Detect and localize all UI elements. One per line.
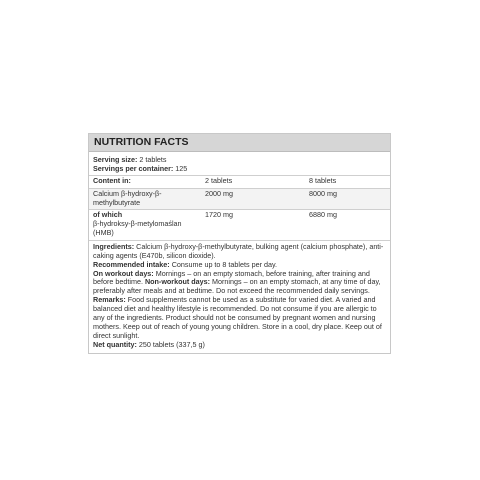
header-content-in: Content in: [89,176,201,188]
net-quantity-text: 250 tablets (337,5 g) [138,339,205,349]
header-2-tablets: 2 tablets [201,176,305,188]
serving-size-label: Serving size: [93,155,138,164]
remarks-label: Remarks: [93,295,126,305]
nutrition-table [89,176,390,241]
workout-days-label: On workout days: [93,268,154,278]
serving-info [89,152,390,176]
panel-title: NUTRITION FACTS [89,134,390,152]
serving-size-line [93,155,386,164]
row-value-8-tablets: 8000 mg [305,188,390,210]
servings-per-container-value: 125 [175,164,188,173]
servings-per-container-label: Servings per container: [93,164,174,173]
row-value-8-tablets: 6880 mg [305,210,390,240]
table-header-row [89,176,390,188]
row-name-prefix: of which [93,210,123,220]
header-8-tablets: 8 tablets [305,176,390,188]
non-workout-days-label: Non-workout days: [144,277,211,287]
row-name: Calcium β-hydroxy-β-methylbutyrate [89,188,201,210]
recommended-intake-label: Recommended intake: [93,259,170,269]
recommended-intake-text: Consume up to 8 tablets per day. [171,259,278,269]
row-name [89,210,201,240]
serving-size-value: 2 tablets [139,155,167,164]
workout-days-text: Mornings – on an empty stomach, before training, after training and before bedtime. [93,268,370,287]
remarks-text: Food supplements cannot be used as a substitute for varied diet. A varied and balanced diet and healthy lifestyle is recommended. Do not consume if you are allergic to any of the ingredients. Product should not be consumed by pregnant women and nursing mothers. Keep out of reach of young young children. Store in a cool, dry place. Keep out of direct sunlight. [93,295,382,340]
servings-per-container-line [93,164,386,173]
ingredients-text: Calcium β-hydroxy-β-methylbutyrate, bulking agent (calcium phosphate), anti-caking agents (E470b, silicon dioxide). [93,241,384,260]
ingredients-label: Ingredients: [93,241,135,251]
non-workout-days-text: Mornings – on an empty stomach, at any time of day, preferably after meals and at bedtime. Do not exceed the recommended daily servings. [93,277,381,296]
net-quantity-label: Net quantity: [93,339,137,349]
row-name-text: β-hydroksy-β-metylomaślan (HMB) [93,219,182,237]
product-notes [89,241,390,353]
row-value-2-tablets: 1720 mg [201,210,305,240]
table-row [89,188,390,210]
row-value-2-tablets: 2000 mg [201,188,305,210]
table-row [89,210,390,240]
nutrition-facts-panel [88,133,391,354]
